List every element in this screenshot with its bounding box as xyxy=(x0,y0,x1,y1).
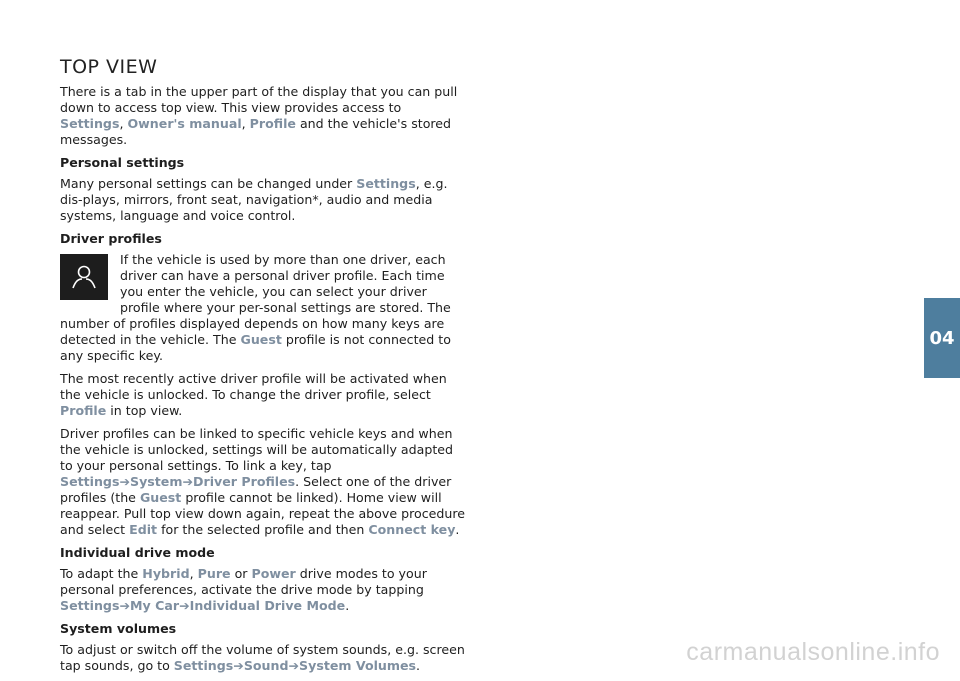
page-title: TOP VIEW xyxy=(60,56,158,78)
power-link: Power xyxy=(251,566,296,581)
sound-link: Sound xyxy=(243,658,289,673)
chapter-tab[interactable]: 04 xyxy=(924,298,960,378)
personal-settings-heading: Personal settings xyxy=(60,155,185,170)
driver-profiles-paragraph-1: If the vehicle is used by more than one driver, each driver can have a personal driver profile. Each time you enter the vehicle, you can select your driver profile where your per-sonal settings are stored. The number of profiles displayed depends on how many keys are detected in the vehicle. The Guest profile is not connected to any specific key. xyxy=(60,252,451,363)
hybrid-link: Hybrid xyxy=(142,566,190,581)
arrow-right-icon: ➔ xyxy=(182,474,194,489)
settings-link: Settings xyxy=(173,658,234,673)
settings-link: Settings xyxy=(60,116,120,131)
driver-profiles-paragraph-2: The most recently active driver profile will be activated when the vehicle is unlocked. To change the driver profile, select Profile in top view. xyxy=(60,371,447,418)
settings-link: Settings xyxy=(60,474,120,489)
intro-paragraph: There is a tab in the upper part of the display that you can pull down to access top view. This view provides access to Settings, Owner's manual, Profile and the vehicle's stored messages. xyxy=(60,84,458,147)
arrow-right-icon: ➔ xyxy=(119,598,131,613)
system-volumes-paragraph: To adjust or switch off the volume of system sounds, e.g. screen tap sounds, go to Settings➔Sound➔System Volumes. xyxy=(60,642,465,673)
settings-link: Settings xyxy=(356,176,416,191)
person-profile-icon xyxy=(60,254,108,300)
system-volumes-heading: System volumes xyxy=(60,621,177,636)
system-link: System xyxy=(130,474,183,489)
drive-mode-heading: Individual drive mode xyxy=(60,545,215,560)
connect-key-link: Connect key xyxy=(368,522,456,537)
arrow-right-icon: ➔ xyxy=(233,658,244,673)
owners-manual-link: Owner's manual xyxy=(127,116,242,131)
my-car-link: My Car xyxy=(130,598,180,613)
page-content xyxy=(60,56,468,681)
driver-profiles-heading: Driver profiles xyxy=(60,231,162,246)
profile-link: Profile xyxy=(249,116,296,131)
profile-link: Profile xyxy=(60,403,107,418)
arrow-right-icon: ➔ xyxy=(119,474,131,489)
arrow-right-icon: ➔ xyxy=(288,658,300,673)
driver-profiles-link: Driver Profiles xyxy=(193,474,296,489)
drive-mode-paragraph: To adapt the Hybrid, Pure or Power drive modes to your personal preferences, activate the drive mode by tapping Settings➔My Car➔Individual Drive Mode. xyxy=(60,566,427,613)
arrow-right-icon: ➔ xyxy=(179,598,190,613)
individual-drive-mode-link: Individual Drive Mode xyxy=(189,598,346,613)
personal-settings-paragraph: Many personal settings can be changed under Settings, e.g. dis-plays, mirrors, front seat, navigation*, audio and media systems, language and voice control. xyxy=(60,176,448,223)
guest-link: Guest xyxy=(139,490,182,505)
settings-link: Settings xyxy=(60,598,120,613)
guest-link: Guest xyxy=(240,332,282,347)
watermark: carmanualsonline.info xyxy=(686,638,940,666)
pure-link: Pure xyxy=(197,566,231,581)
system-volumes-link: System Volumes xyxy=(299,658,417,673)
driver-profiles-paragraph-3: Driver profiles can be linked to specific vehicle keys and when the vehicle is unlocked, settings will be automatically adapted to your personal settings. To link a key, tap Settings➔System➔Driver Profiles. Select one of the driver profiles (the Guest profile cannot be linked). Home view will reappear. Pull top view down again, repeat the above procedure and select Edit for the selected profile and then Connect key. xyxy=(60,426,465,537)
edit-link: Edit xyxy=(129,522,158,537)
